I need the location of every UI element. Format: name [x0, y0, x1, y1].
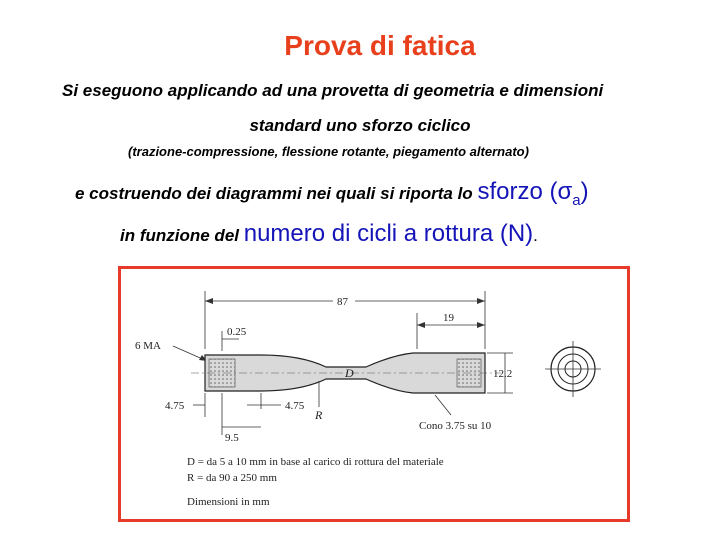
intro-line-5 — [120, 220, 538, 248]
dim-475-mid-label: 4.75 — [285, 400, 305, 412]
dim-025-label: 0.25 — [227, 326, 247, 338]
arrow-total-left — [205, 298, 213, 304]
stress-subscript: a — [572, 191, 581, 209]
line4-prefix: e costruendo dei diagrammi nei quali si riporta lo — [75, 184, 473, 203]
stress-close: ) — [580, 178, 589, 205]
arrow-19-right — [477, 322, 485, 328]
dim-19-label: 19 — [443, 312, 454, 324]
arrow-total-right — [477, 298, 485, 304]
intro-line-1: Si eseguono applicando ad una provetta di geometria e dimensioni — [62, 81, 604, 100]
dim-95-label: 9.5 — [225, 432, 239, 444]
end-view — [545, 341, 601, 397]
specimen-drawing — [121, 269, 627, 519]
cone-label: Cono 3.75 su 10 — [419, 420, 492, 432]
intro-line-4 — [75, 178, 589, 209]
specimen-figure — [118, 266, 630, 522]
thread-label: 6 MA — [135, 340, 161, 352]
stress-text: sforzo (σ — [477, 178, 573, 205]
dim-122-label: 12.2 — [493, 368, 513, 380]
arrow-19-left — [417, 322, 425, 328]
label-D: D — [345, 366, 354, 380]
legend-D: D = da 5 a 10 mm in base al carico di rottura del materiale — [187, 456, 444, 468]
intro-line-2: standard uno sforzo ciclico — [249, 116, 471, 135]
label-R: R — [315, 408, 323, 422]
cycles-highlight: numero di cicli a rottura (N) — [243, 220, 534, 247]
page-title: Prova di fatica — [284, 30, 476, 61]
legend-R: R = da 90 a 250 mm — [187, 472, 277, 484]
dim-475-left-label: 4.75 — [165, 400, 185, 412]
cone-leader — [435, 395, 451, 415]
intro-note: (trazione-compressione, flessione rotante, piegamento alternato) — [128, 144, 529, 159]
line5-prefix: in funzione del — [120, 226, 239, 245]
line5-suffix: . — [533, 226, 538, 245]
units-label: Dimensioni in mm — [187, 496, 270, 508]
stress-highlight — [477, 178, 589, 209]
dim-total-label: 87 — [337, 296, 348, 308]
